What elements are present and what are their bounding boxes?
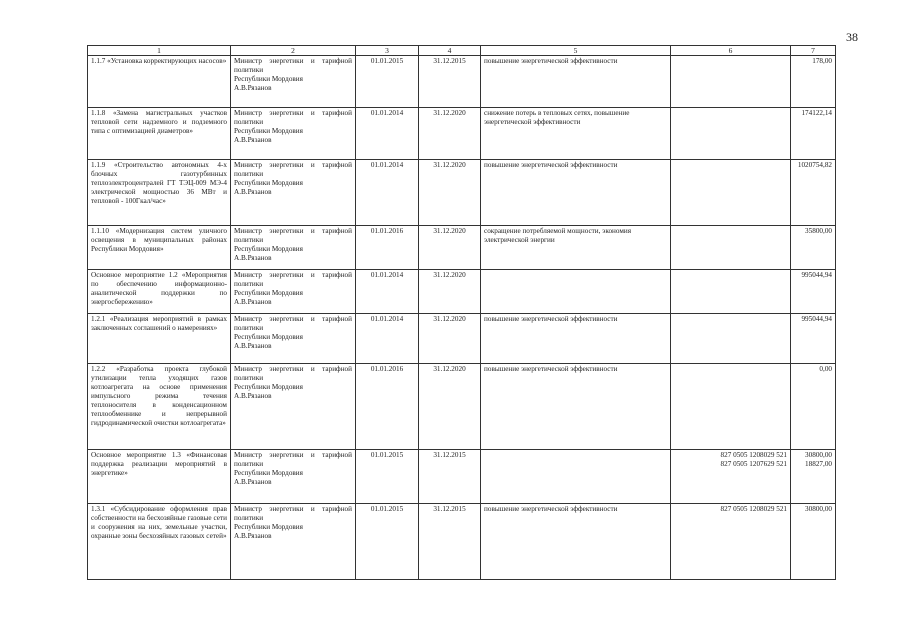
expected-result-cell [481,450,671,504]
end-date-cell: 31.12.2020 [419,364,481,450]
funding-amount-cell: 995044,94 [791,314,836,364]
expected-result-cell [481,270,671,314]
funding-amount-cell: 174122,14 [791,108,836,160]
responsible-executor-cell: Министр энергетики и тарифной политики Республики Мордовия А.В.Рязанов [231,108,356,160]
funding-amount-cell: 30800,00 [791,504,836,580]
funding-amount-cell: 30800,00 18827,00 [791,450,836,504]
start-date-cell: 01.01.2016 [356,364,419,450]
budget-code-cell: 827 0505 1208029 521 [671,504,791,580]
responsible-executor-cell: Министр энергетики и тарифной политики Республики Мордовия А.В.Рязанов [231,160,356,226]
end-date-cell: 31.12.2020 [419,226,481,270]
funding-amount-cell: 35800,00 [791,226,836,270]
budget-code-cell [671,160,791,226]
end-date-cell: 31.12.2015 [419,504,481,580]
table-row [88,314,836,364]
responsible-executor-cell: Министр энергетики и тарифной политики Республики Мордовия А.В.Рязанов [231,270,356,314]
responsible-executor-cell: Министр энергетики и тарифной политики Республики Мордовия А.В.Рязанов [231,56,356,108]
end-date-cell: 31.12.2015 [419,56,481,108]
expected-result-cell: повышение энергетической эффективности [481,56,671,108]
end-date-cell: 31.12.2020 [419,270,481,314]
budget-code-cell [671,270,791,314]
column-number-7: 7 [791,46,836,56]
activity-name-cell: 1.1.9 «Строительство автономных 4-х блочных газотурбинных теплоэлектроцентралей ГТ ТЭЦ-009 МЭ-4 электрической мощностью 36 МВт и тепловой - 100Гкал/час» [88,160,231,226]
activity-name-cell: 1.1.7 «Установка корректирующих насосов» [88,56,231,108]
table-row [88,108,836,160]
table-row [88,450,836,504]
activity-name-cell: 1.2.2 «Разработка проекта глубокой утилизации тепла уходящих газов котлоагрегата на основе применения импульсного режима течения теплоносителя в конденсационном теплообменнике и непрерывной гидродинамической очистки котлоагрегата» [88,364,231,450]
activity-name-cell: 1.2.1 «Реализация мероприятий в рамках заключенных соглашений о намерениях» [88,314,231,364]
start-date-cell: 01.01.2016 [356,226,419,270]
activity-name-cell: Основное мероприятие 1.2 «Мероприятия по обеспечению информационно-аналитической поддержки по энергосбережению» [88,270,231,314]
responsible-executor-cell: Министр энергетики и тарифной политики Республики Мордовия А.В.Рязанов [231,226,356,270]
responsible-executor-cell: Министр энергетики и тарифной политики Республики Мордовия А.В.Рязанов [231,314,356,364]
expected-result-cell: повышение энергетической эффективности [481,504,671,580]
budget-code-cell [671,108,791,160]
start-date-cell: 01.01.2015 [356,504,419,580]
expected-result-cell: повышение энергетической эффективности [481,314,671,364]
funding-amount-cell: 1020754,82 [791,160,836,226]
budget-code-cell: 827 0505 1208029 521 827 0505 1207629 521 [671,450,791,504]
end-date-cell: 31.12.2020 [419,108,481,160]
end-date-cell: 31.12.2020 [419,314,481,364]
column-number-3: 3 [356,46,419,56]
end-date-cell: 31.12.2020 [419,160,481,226]
expected-result-cell: сокращение потребляемой мощности, экономия электрической энергии [481,226,671,270]
page-number: 38 [846,30,858,44]
responsible-executor-cell: Министр энергетики и тарифной политики Республики Мордовия А.В.Рязанов [231,450,356,504]
program-table [87,45,836,580]
table-row [88,160,836,226]
column-number-5: 5 [481,46,671,56]
start-date-cell: 01.01.2014 [356,314,419,364]
budget-code-cell [671,56,791,108]
end-date-cell: 31.12.2015 [419,450,481,504]
start-date-cell: 01.01.2014 [356,270,419,314]
budget-code-cell [671,226,791,270]
table-row [88,56,836,108]
budget-code-cell [671,364,791,450]
column-number-2: 2 [231,46,356,56]
column-number-row [88,46,836,56]
column-number-6: 6 [671,46,791,56]
expected-result-cell: повышение энергетической эффективности [481,160,671,226]
budget-code-cell [671,314,791,364]
table-row [88,226,836,270]
activity-name-cell: 1.1.10 «Модернизация систем уличного освещения в муниципальных районах Республики Мордовия» [88,226,231,270]
column-number-4: 4 [419,46,481,56]
responsible-executor-cell: Министр энергетики и тарифной политики Республики Мордовия А.В.Рязанов [231,504,356,580]
start-date-cell: 01.01.2015 [356,450,419,504]
funding-amount-cell: 995044,94 [791,270,836,314]
expected-result-cell: повышение энергетической эффективности [481,364,671,450]
funding-amount-cell: 178,00 [791,56,836,108]
activity-name-cell: Основное мероприятие 1.3 «Финансовая поддержка реализации мероприятий в энергетике» [88,450,231,504]
start-date-cell: 01.01.2014 [356,108,419,160]
start-date-cell: 01.01.2015 [356,56,419,108]
activity-name-cell: 1.1.8 «Замена магистральных участков тепловой сети надземного и подземного типа с оптимизацией диаметров» [88,108,231,160]
funding-amount-cell: 0,00 [791,364,836,450]
column-number-1: 1 [88,46,231,56]
expected-result-cell: снижение потерь в тепловых сетях, повышение энергетической эффективности [481,108,671,160]
table-row [88,270,836,314]
responsible-executor-cell: Министр энергетики и тарифной политики Республики Мордовия А.В.Рязанов [231,364,356,450]
table-row [88,504,836,580]
table-row [88,364,836,450]
start-date-cell: 01.01.2014 [356,160,419,226]
activity-name-cell: 1.3.1 «Субсидирование оформления прав собственности на бесхозяйные газовые сети и сооружения на них, земельные участки, охранные зоны бесхозяйных газовых сетей» [88,504,231,580]
